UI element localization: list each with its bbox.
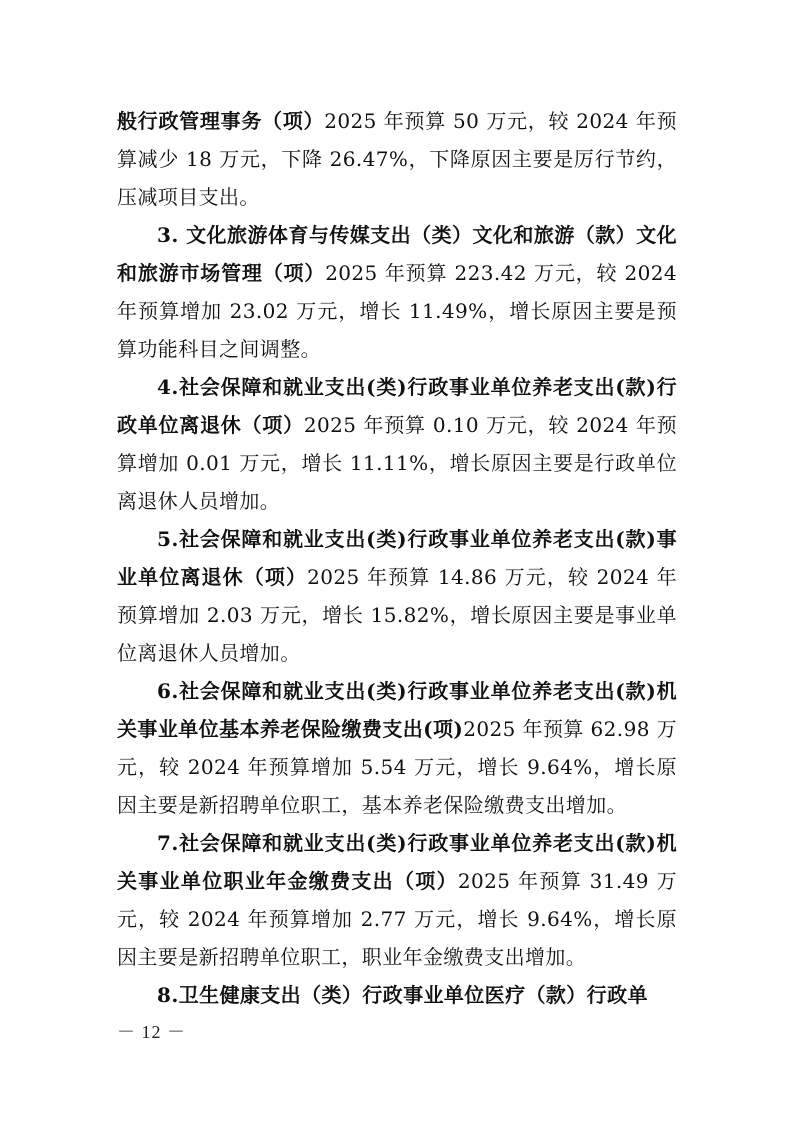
- paragraph-text: 2025 年预算 223.42 万元，较 2024 年预算增加 23.02 万元，增长 11.49%，增长原因主要是预算功能科目之间调整。: [117, 261, 677, 361]
- paragraph-heading: 7.社会保障和就业支出(类)行政事业单位养老支出(款)机关事业单位职业年金缴费支出（项）: [117, 831, 677, 893]
- page-number: － 12 －: [117, 1022, 186, 1042]
- paragraph-heading: 6.社会保障和就业支出(类)行政事业单位养老支出(款)机关事业单位基本养老保险缴费支出(项): [117, 679, 677, 741]
- paragraph-4: [117, 520, 677, 672]
- body-text: [117, 102, 677, 1014]
- paragraph-heading: 5.社会保障和就业支出(类)行政事业单位养老支出(款)事业单位离退休（项）: [117, 527, 677, 589]
- paragraph-2: [117, 216, 677, 368]
- paragraph-text: 2025 年预算 31.49 万元，较 2024 年预算增加 2.77 万元，增长 9.64%，增长原因主要是新招聘单位职工，职业年金缴费支出增加。: [117, 869, 677, 969]
- paragraph-text: 2025 年预算 14.86 万元，较 2024 年预算增加 2.03 万元，增长 15.82%，增长原因主要是事业单位离退休人员增加。: [117, 565, 677, 665]
- paragraph-3: [117, 368, 677, 520]
- paragraph-5: [117, 672, 677, 824]
- paragraph-heading: 4.社会保障和就业支出(类)行政事业单位养老支出(款)行政单位离退休（项）: [117, 375, 677, 437]
- paragraph-heading: 般行政管理事务（项）: [117, 109, 325, 133]
- paragraph-text: 2025 年预算 50 万元，较 2024 年预算减少 18 万元，下降 26.47%，下降原因主要是厉行节约，压减项目支出。: [117, 109, 677, 209]
- paragraph-7: [117, 976, 677, 1014]
- paragraph-text: 2025 年预算 62.98 万元，较 2024 年预算增加 5.54 万元，增长 9.64%，增长原因主要是新招聘单位职工，基本养老保险缴费支出增加。: [117, 717, 677, 817]
- paragraph-heading: 8.卫生健康支出（类）行政事业单位医疗（款）行政单: [157, 983, 648, 1007]
- paragraph-1: [117, 102, 677, 216]
- paragraph-6: [117, 824, 677, 976]
- paragraph-heading: 3. 文化旅游体育与传媒支出（类）文化和旅游（款）文化和旅游市场管理（项）: [117, 223, 677, 285]
- paragraph-text: 2025 年预算 0.10 万元，较 2024 年预算增加 0.01 万元，增长 11.11%，增长原因主要是行政单位离退休人员增加。: [117, 413, 677, 513]
